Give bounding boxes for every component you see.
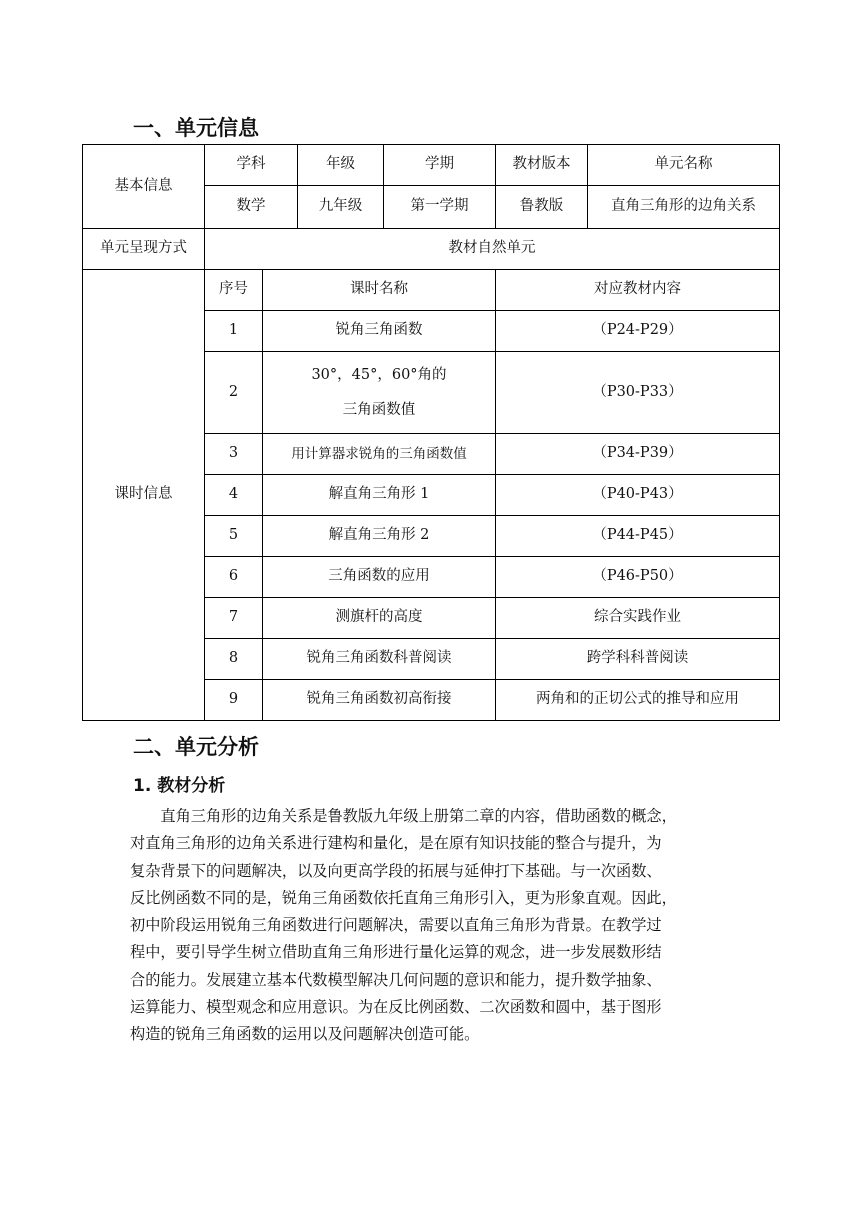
textbook-analysis-paragraph <box>130 803 748 1049</box>
lesson-content: （P40-P43） <box>496 475 780 516</box>
lesson-name: 锐角三角函数 <box>263 311 496 352</box>
presentation-value: 教材自然单元 <box>205 229 780 270</box>
value-grade: 九年级 <box>298 186 384 229</box>
header-term: 学期 <box>384 145 496 186</box>
value-unit-name: 直角三角形的边角关系 <box>588 186 780 229</box>
lesson-info-label: 课时信息 <box>83 270 205 721</box>
lesson-no: 7 <box>205 598 263 639</box>
subsection-title-textbook-analysis: 1. 教材分析 <box>133 776 226 796</box>
basic-info-label: 基本信息 <box>83 145 205 229</box>
lesson-content: （P46-P50） <box>496 557 780 598</box>
paragraph-line: 直角三角形的边角关系是鲁教版九年级上册第二章的内容，借助函数的概念， <box>130 807 677 825</box>
header-unit-name: 单元名称 <box>588 145 780 186</box>
value-subject: 数学 <box>205 186 298 229</box>
paragraph-line: 程中，要引导学生树立借助直角三角形进行量化运算的观念，进一步发展数形结 <box>130 943 662 962</box>
presentation-row <box>83 229 780 270</box>
lesson-no: 9 <box>205 680 263 721</box>
paragraph-line: 构造的锐角三角函数的运用以及问题解决创造可能。 <box>130 1025 480 1044</box>
lesson-content: 跨学科科普阅读 <box>496 639 780 680</box>
lesson-name <box>263 352 496 434</box>
header-grade: 年级 <box>298 145 384 186</box>
lesson-name-line: 三角函数值 <box>342 401 416 418</box>
lesson-no: 2 <box>205 352 263 434</box>
section-title-unit-analysis: 二、单元分析 <box>133 735 259 759</box>
basic-header-row <box>83 145 780 186</box>
lesson-content: （P34-P39） <box>496 434 780 475</box>
lesson-header-row <box>83 270 780 311</box>
header-lesson-name: 课时名称 <box>263 270 496 311</box>
lesson-no: 1 <box>205 311 263 352</box>
lesson-content: 综合实践作业 <box>496 598 780 639</box>
paragraph-line: 初中阶段运用锐角三角函数进行问题解决，需要以直角三角形为背景。在教学过 <box>130 916 662 935</box>
lesson-name: 解直角三角形 2 <box>263 516 496 557</box>
lesson-content: （P24-P29） <box>496 311 780 352</box>
paragraph-line: 合的能力。发展建立基本代数模型解决几何问题的意识和能力，提升数学抽象、 <box>130 970 662 989</box>
lesson-content: 两角和的正切公式的推导和应用 <box>496 680 780 721</box>
header-edition: 教材版本 <box>496 145 588 186</box>
lesson-content: （P30-P33） <box>496 352 780 434</box>
paragraph-line: 运算能力、模型观念和应用意识。为在反比例函数、二次函数和圆中，基于图形 <box>130 998 662 1017</box>
header-lesson-no: 序号 <box>205 270 263 311</box>
lesson-name-line: 30°，45°，60°角的 <box>311 366 447 383</box>
lesson-no: 3 <box>205 434 263 475</box>
paragraph-line: 反比例函数不同的是，锐角三角函数依托直角三角形引入，更为形象直观。因此， <box>130 888 677 907</box>
unit-info-table <box>82 144 780 721</box>
lesson-name: 解直角三角形 1 <box>263 475 496 516</box>
value-term: 第一学期 <box>384 186 496 229</box>
lesson-no: 5 <box>205 516 263 557</box>
lesson-no: 8 <box>205 639 263 680</box>
section-title-unit-info: 一、单元信息 <box>133 116 259 140</box>
lesson-name: 锐角三角函数科普阅读 <box>263 639 496 680</box>
value-edition: 鲁教版 <box>496 186 588 229</box>
paragraph-line: 对直角三角形的边角关系进行建构和量化，是在原有知识技能的整合与提升，为 <box>130 834 662 853</box>
lesson-no: 6 <box>205 557 263 598</box>
lesson-name: 测旗杆的高度 <box>263 598 496 639</box>
lesson-content: （P44-P45） <box>496 516 780 557</box>
lesson-no: 4 <box>205 475 263 516</box>
header-subject: 学科 <box>205 145 298 186</box>
lesson-name: 锐角三角函数初高衔接 <box>263 680 496 721</box>
header-lesson-content: 对应教材内容 <box>496 270 780 311</box>
paragraph-line: 复杂背景下的问题解决，以及向更高学段的拓展与延伸打下基础。与一次函数、 <box>130 861 662 880</box>
lesson-name: 三角函数的应用 <box>263 557 496 598</box>
lesson-name: 用计算器求锐角的三角函数值 <box>263 434 496 475</box>
presentation-label: 单元呈现方式 <box>83 229 205 270</box>
